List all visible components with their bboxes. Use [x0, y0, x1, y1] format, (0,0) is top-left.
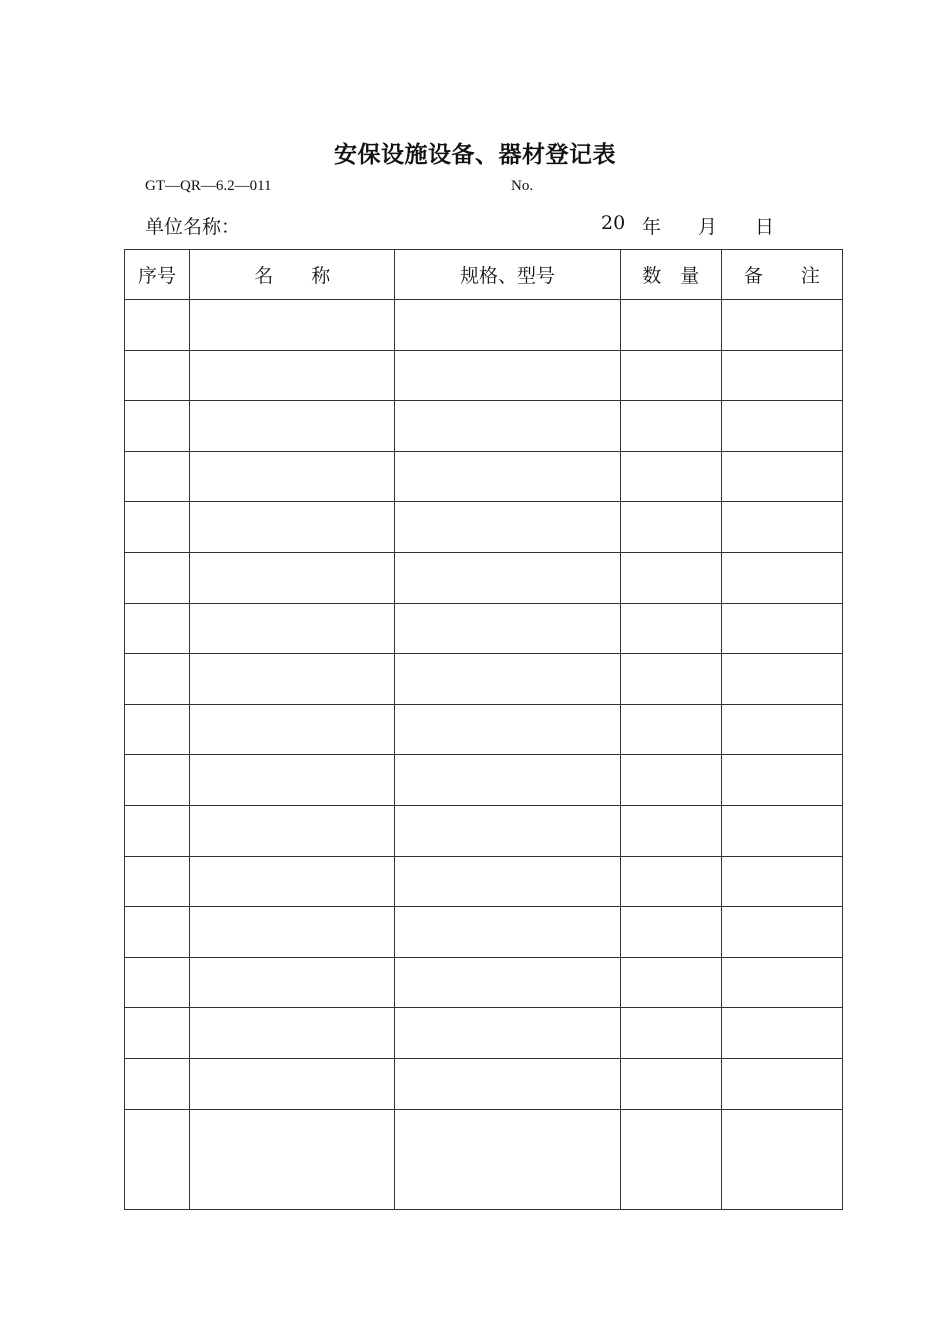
- table-row: [125, 603, 843, 654]
- cell-seq[interactable]: [125, 603, 190, 654]
- cell-name[interactable]: [190, 957, 395, 1008]
- table-row: [125, 350, 843, 401]
- header-spec: 规格、型号: [395, 250, 620, 300]
- cell-note[interactable]: [721, 654, 842, 705]
- cell-note[interactable]: [721, 350, 842, 401]
- cell-name[interactable]: [190, 502, 395, 553]
- table-row: [125, 907, 843, 958]
- cell-qty[interactable]: [620, 755, 721, 806]
- cell-note[interactable]: [721, 1109, 842, 1209]
- cell-note[interactable]: [721, 552, 842, 603]
- table-row: [125, 957, 843, 1008]
- table-row: [125, 300, 843, 351]
- cell-name[interactable]: [190, 451, 395, 502]
- cell-spec[interactable]: [395, 755, 620, 806]
- cell-seq[interactable]: [125, 1058, 190, 1109]
- table-body: [125, 300, 843, 1210]
- cell-seq[interactable]: [125, 957, 190, 1008]
- table-row: [125, 654, 843, 705]
- cell-spec[interactable]: [395, 552, 620, 603]
- cell-spec[interactable]: [395, 502, 620, 553]
- cell-seq[interactable]: [125, 401, 190, 452]
- header-qty: 数 量: [620, 250, 721, 300]
- cell-qty[interactable]: [620, 1109, 721, 1209]
- cell-name[interactable]: [190, 704, 395, 755]
- cell-spec[interactable]: [395, 401, 620, 452]
- cell-spec[interactable]: [395, 350, 620, 401]
- cell-name[interactable]: [190, 300, 395, 351]
- table-row: [125, 552, 843, 603]
- cell-qty[interactable]: [620, 1008, 721, 1059]
- header-seq: 序号: [125, 250, 190, 300]
- cell-qty[interactable]: [620, 957, 721, 1008]
- cell-note[interactable]: [721, 957, 842, 1008]
- cell-qty[interactable]: [620, 451, 721, 502]
- cell-qty[interactable]: [620, 300, 721, 351]
- cell-spec[interactable]: [395, 907, 620, 958]
- cell-seq[interactable]: [125, 1109, 190, 1209]
- cell-qty[interactable]: [620, 654, 721, 705]
- cell-note[interactable]: [721, 401, 842, 452]
- header-note: 备 注: [721, 250, 842, 300]
- cell-name[interactable]: [190, 755, 395, 806]
- cell-note[interactable]: [721, 603, 842, 654]
- cell-spec[interactable]: [395, 805, 620, 856]
- cell-qty[interactable]: [620, 401, 721, 452]
- equipment-register-table: [124, 249, 843, 1210]
- form-number-label: No.: [511, 178, 534, 194]
- cell-qty[interactable]: [620, 552, 721, 603]
- cell-note[interactable]: [721, 451, 842, 502]
- cell-qty[interactable]: [620, 856, 721, 907]
- cell-seq[interactable]: [125, 755, 190, 806]
- cell-spec[interactable]: [395, 300, 620, 351]
- table-row: [125, 856, 843, 907]
- cell-spec[interactable]: [395, 654, 620, 705]
- cell-name[interactable]: [190, 350, 395, 401]
- cell-note[interactable]: [721, 300, 842, 351]
- cell-spec[interactable]: [395, 451, 620, 502]
- header-name: 名 称: [190, 250, 395, 300]
- cell-name[interactable]: [190, 907, 395, 958]
- cell-note[interactable]: [721, 1008, 842, 1059]
- date-month-label: 月: [698, 216, 718, 238]
- cell-name[interactable]: [190, 856, 395, 907]
- cell-seq[interactable]: [125, 704, 190, 755]
- table-row: [125, 502, 843, 553]
- cell-qty[interactable]: [620, 502, 721, 553]
- cell-note[interactable]: [721, 907, 842, 958]
- cell-spec[interactable]: [395, 1058, 620, 1109]
- cell-qty[interactable]: [620, 805, 721, 856]
- cell-seq[interactable]: [125, 1008, 190, 1059]
- unit-name-label: 单位名称：: [145, 216, 241, 238]
- table-row: [125, 1109, 843, 1209]
- cell-spec[interactable]: [395, 704, 620, 755]
- table-row: [125, 704, 843, 755]
- table-row: [125, 401, 843, 452]
- cell-spec[interactable]: [395, 1008, 620, 1059]
- cell-name[interactable]: [190, 1109, 395, 1209]
- cell-note[interactable]: [721, 1058, 842, 1109]
- cell-seq[interactable]: [125, 907, 190, 958]
- table-row: [125, 1008, 843, 1059]
- cell-name[interactable]: [190, 654, 395, 705]
- table-row: [125, 451, 843, 502]
- date-day-label: 日: [755, 216, 775, 238]
- table-row: [125, 755, 843, 806]
- cell-seq[interactable]: [125, 300, 190, 351]
- cell-note[interactable]: [721, 502, 842, 553]
- cell-spec[interactable]: [395, 1109, 620, 1209]
- cell-qty[interactable]: [620, 1058, 721, 1109]
- cell-name[interactable]: [190, 1058, 395, 1109]
- cell-note[interactable]: [721, 704, 842, 755]
- cell-seq[interactable]: [125, 350, 190, 401]
- cell-note[interactable]: [721, 856, 842, 907]
- cell-qty[interactable]: [620, 350, 721, 401]
- cell-name[interactable]: [190, 1008, 395, 1059]
- cell-qty[interactable]: [620, 704, 721, 755]
- cell-name[interactable]: [190, 552, 395, 603]
- cell-seq[interactable]: [125, 856, 190, 907]
- cell-name[interactable]: [190, 805, 395, 856]
- cell-seq[interactable]: [125, 502, 190, 553]
- date-year-label: 年: [642, 216, 662, 238]
- page-title: 安保设施设备、器材登记表: [334, 142, 616, 168]
- date-year-prefix: 20: [601, 212, 626, 234]
- cell-name[interactable]: [190, 401, 395, 452]
- cell-note[interactable]: [721, 755, 842, 806]
- cell-spec[interactable]: [395, 603, 620, 654]
- cell-spec[interactable]: [395, 856, 620, 907]
- cell-name[interactable]: [190, 603, 395, 654]
- cell-spec[interactable]: [395, 957, 620, 1008]
- cell-qty[interactable]: [620, 907, 721, 958]
- table-row: [125, 1058, 843, 1109]
- cell-seq[interactable]: [125, 654, 190, 705]
- cell-seq[interactable]: [125, 552, 190, 603]
- cell-note[interactable]: [721, 805, 842, 856]
- table-header-row: [125, 250, 843, 300]
- cell-qty[interactable]: [620, 603, 721, 654]
- form-code: GT—QR—6.2—011: [145, 178, 272, 194]
- cell-seq[interactable]: [125, 451, 190, 502]
- table-row: [125, 805, 843, 856]
- cell-seq[interactable]: [125, 805, 190, 856]
